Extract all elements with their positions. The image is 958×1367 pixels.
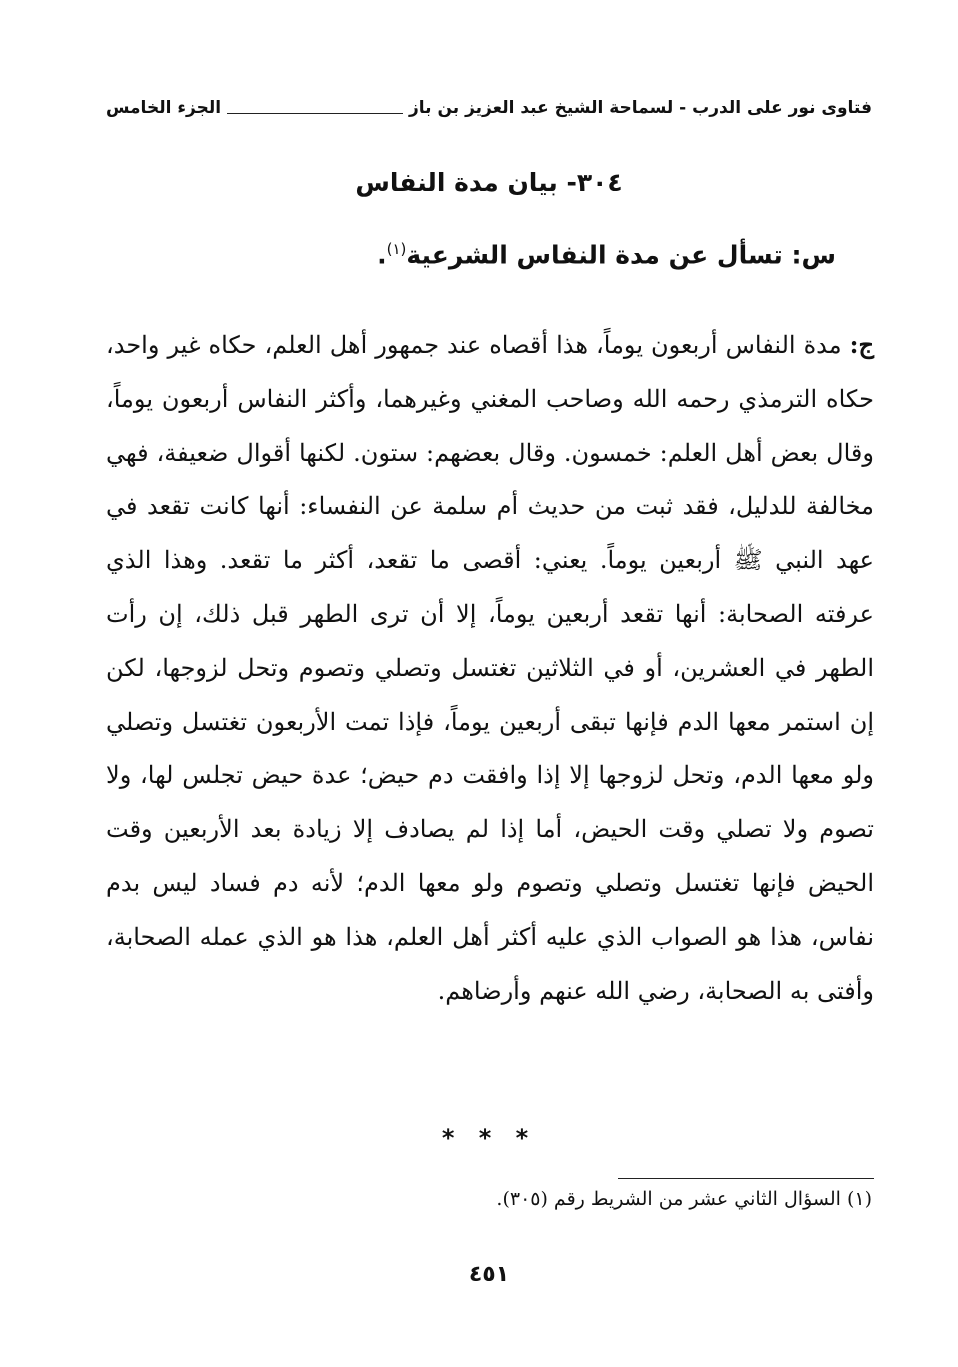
question bbox=[106, 240, 836, 269]
section-separator: * * * bbox=[441, 1124, 537, 1152]
footnote-rule bbox=[618, 1178, 874, 1179]
answer-paragraph bbox=[106, 318, 874, 1018]
question-text: تسأل عن مدة النفاس الشرعية bbox=[406, 240, 783, 270]
header-book-title: فتاوى نور على الدرب - لسماحة الشيخ عبد العزيز بن باز bbox=[409, 98, 872, 118]
header-volume: الجزء الخامس bbox=[106, 98, 222, 118]
header-rule bbox=[227, 113, 403, 114]
answer-prefix: ج: bbox=[849, 330, 874, 359]
page-number: ٤٥١ bbox=[468, 1262, 510, 1287]
question-end: . bbox=[377, 240, 387, 270]
footnote: (١) السؤال الثاني عشر من الشريط رقم (٣٠٥). bbox=[496, 1188, 872, 1210]
footnote-ref: (١) bbox=[386, 240, 407, 258]
answer-text: مدة النفاس أربعون يوماً، هذا أقصاه عند جمهور أهل العلم، حكاه غير واحد، حكاه الترمذي رحمه الله وصاحب المغني وغيرهما، وأكثر النفاس أربعون يوماً، وقال بعض أهل العلم: خمسون. وقال بعضهم: ستون. لكنها أقوال ضعيفة، فهي مخالفة للدليل، فقد ثبت من حديث أم سلمة عن النفساء: أنها كانت تقعد في عهد النبي ﷺ أربعين يوماً. يعني: أقصى ما تقعد، أكثر ما تقعد. وهذا الذي عرفته الصحابة: أنها تقعد أربعين يوماً، إلا أن ترى الطهر قبل ذلك، إن رأت الطهر في العشرين، أو في الثلاثين تغتسل وتصلي وتصوم وتحل لزوجها، لكن إن استمر معها الدم فإنها تبقى أربعين يوماً، فإذا تمت الأربعون تغتسل وتصلي ولو معها الدم، وتحل لزوجها إلا إذا وافقت دم حيض؛ عدة حيض تجلس لها، ولا تصوم ولا تصلي وقت الحيض، أما إذا لم يصادف إلا زيادة بعد الأربعين وقت الحيض فإنها تغتسل وتصلي وتصوم ولو معها الدم؛ لأنه دم فساد ليس بدم نفاس، هذا هو الصواب الذي عليه أكثر أهل العلم، هذا هو الذي عمله الصحابة، وأفتى به الصحابة، رضي الله عنهم وأرضاهم. bbox=[106, 331, 874, 1005]
question-prefix: س: bbox=[791, 240, 836, 270]
running-header bbox=[106, 98, 872, 118]
section-title: ٣٠٤- بيان مدة النفاس bbox=[355, 168, 623, 197]
